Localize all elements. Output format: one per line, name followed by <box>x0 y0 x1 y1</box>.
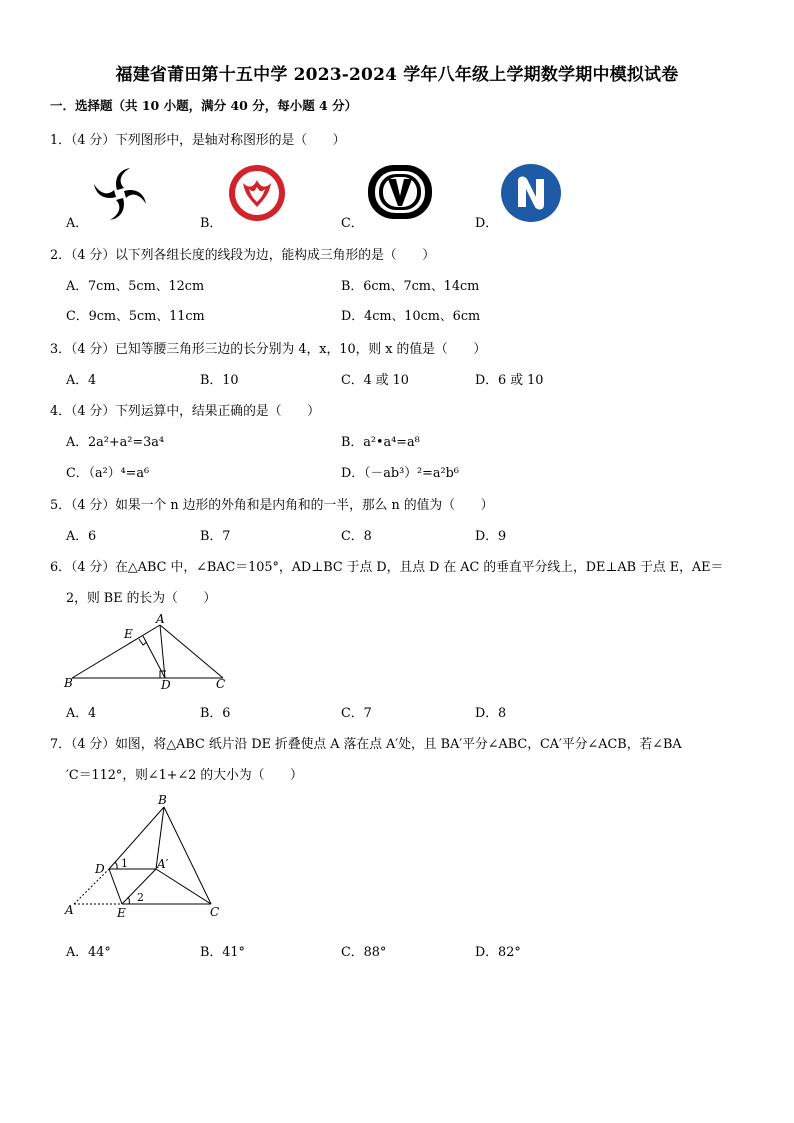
red-circle-logo-icon <box>227 163 287 223</box>
question-7-stem-line2: ′C＝112°，则∠1+∠2 的大小为（ ） <box>66 768 303 783</box>
q7-angle-2-arc <box>128 897 129 904</box>
q7-option-d: D．82° <box>475 945 521 960</box>
q1-option-d-label: D． <box>475 216 499 231</box>
question-6-stem-line1: 6．（4 分）在△ABC 中，∠BAC＝105°，AD⊥BC 于点 D，且点 D 在 AC 的垂直平分线上，DE⊥AB 于点 E，AE＝ <box>50 560 724 575</box>
question-6-stem-line2: 2，则 BE 的长为（ ） <box>66 591 217 606</box>
q2-option-d: D．4cm、10cm、6cm <box>341 309 481 324</box>
q7-option-a: A．44° <box>66 945 111 960</box>
q2-option-b: B．6cm、7cm、14cm <box>341 279 480 294</box>
q7-label-a-prime: A′ <box>157 857 169 871</box>
q6-label-a: A <box>156 612 165 626</box>
question-5-stem: 5．（4 分）如果一个 n 边形的外角和是内角和的一半，那么 n 的值为（ ） <box>50 498 494 513</box>
q5-option-d: D．9 <box>475 529 507 544</box>
blue-n-logo-icon <box>500 163 562 223</box>
q7-option-c: C．88° <box>341 945 387 960</box>
q5-option-c: C．8 <box>341 529 372 544</box>
q3-option-c: C．4 或 10 <box>341 373 409 388</box>
question-2-stem: 2．（4 分）以下列各组长度的线段为边，能构成三角形的是（ ） <box>50 248 436 263</box>
question-1-stem: 1．（4 分）下列图形中，是轴对称图形的是（ ） <box>50 133 346 148</box>
q6-side-ab <box>72 625 160 678</box>
v-emblem-logo-icon <box>366 163 434 221</box>
q6-option-b: B．6 <box>200 706 231 721</box>
q7-label-c: C <box>210 905 220 919</box>
pinwheel-logo-icon <box>89 163 151 225</box>
q7-label-d: D <box>95 862 105 876</box>
section-heading: 一．选择题（共 10 小题，满分 40 分，每小题 4 分） <box>50 98 358 113</box>
q3-option-d: D．6 或 10 <box>475 373 544 388</box>
q7-angle-1-arc <box>115 862 117 869</box>
q4-option-c: C．（a²）⁴=a⁶ <box>66 466 150 481</box>
q1-option-c-label: C． <box>341 216 364 231</box>
q7-label-angle-2: 2 <box>137 891 144 904</box>
q2-option-c: C．9cm、5cm、11cm <box>66 309 205 324</box>
q3-option-a: A．4 <box>66 373 97 388</box>
q7-fold-figure <box>60 792 230 924</box>
q4-option-d: D．（－ab³）²=a²b⁶ <box>341 466 459 481</box>
q6-label-d: D <box>161 678 171 692</box>
q6-label-c: C <box>216 677 226 691</box>
q6-triangle-figure <box>60 610 240 692</box>
q7-label-angle-1: 1 <box>121 857 128 870</box>
q6-label-e: E <box>124 627 133 641</box>
q4-option-b: B．a²•a⁴=a⁸ <box>341 435 420 450</box>
q7-label-e: E <box>117 906 126 920</box>
q7-side-bd <box>109 807 164 869</box>
q6-option-a: A．4 <box>66 706 97 721</box>
question-3-stem: 3．（4 分）已知等腰三角形三边的长分别为 4，x，10，则 x 的值是（ ） <box>50 342 487 357</box>
q5-option-a: A．6 <box>66 529 97 544</box>
q3-option-b: B．10 <box>200 373 239 388</box>
q7-label-a: A <box>65 903 74 917</box>
q6-label-b: B <box>64 676 73 690</box>
q7-fold-de <box>109 869 122 904</box>
q1-option-b-label: B． <box>200 216 223 231</box>
q7-option-b: B．41° <box>200 945 245 960</box>
question-4-stem: 4．（4 分）下列运算中，结果正确的是（ ） <box>50 404 320 419</box>
page-title: 福建省莆田第十五中学 2023-2024 学年八年级上学期数学期中模拟试卷 <box>115 65 679 85</box>
q5-option-b: B．7 <box>200 529 231 544</box>
q7-label-b: B <box>158 793 167 807</box>
q1-option-a-label: A． <box>66 216 89 231</box>
question-7-stem-line1: 7．（4 分）如图，将△ABC 纸片沿 DE 折叠使点 A 落在点 A′处，且 BA′平分∠ABC，CA′平分∠ACB，若∠BA <box>50 737 682 752</box>
q4-option-a: A．2a²+a²=3a⁴ <box>66 435 165 450</box>
q6-option-c: C．7 <box>341 706 372 721</box>
q2-option-a: A．7cm、5cm、12cm <box>66 279 205 294</box>
q6-option-d: D．8 <box>475 706 507 721</box>
q6-side-ac <box>160 625 223 678</box>
